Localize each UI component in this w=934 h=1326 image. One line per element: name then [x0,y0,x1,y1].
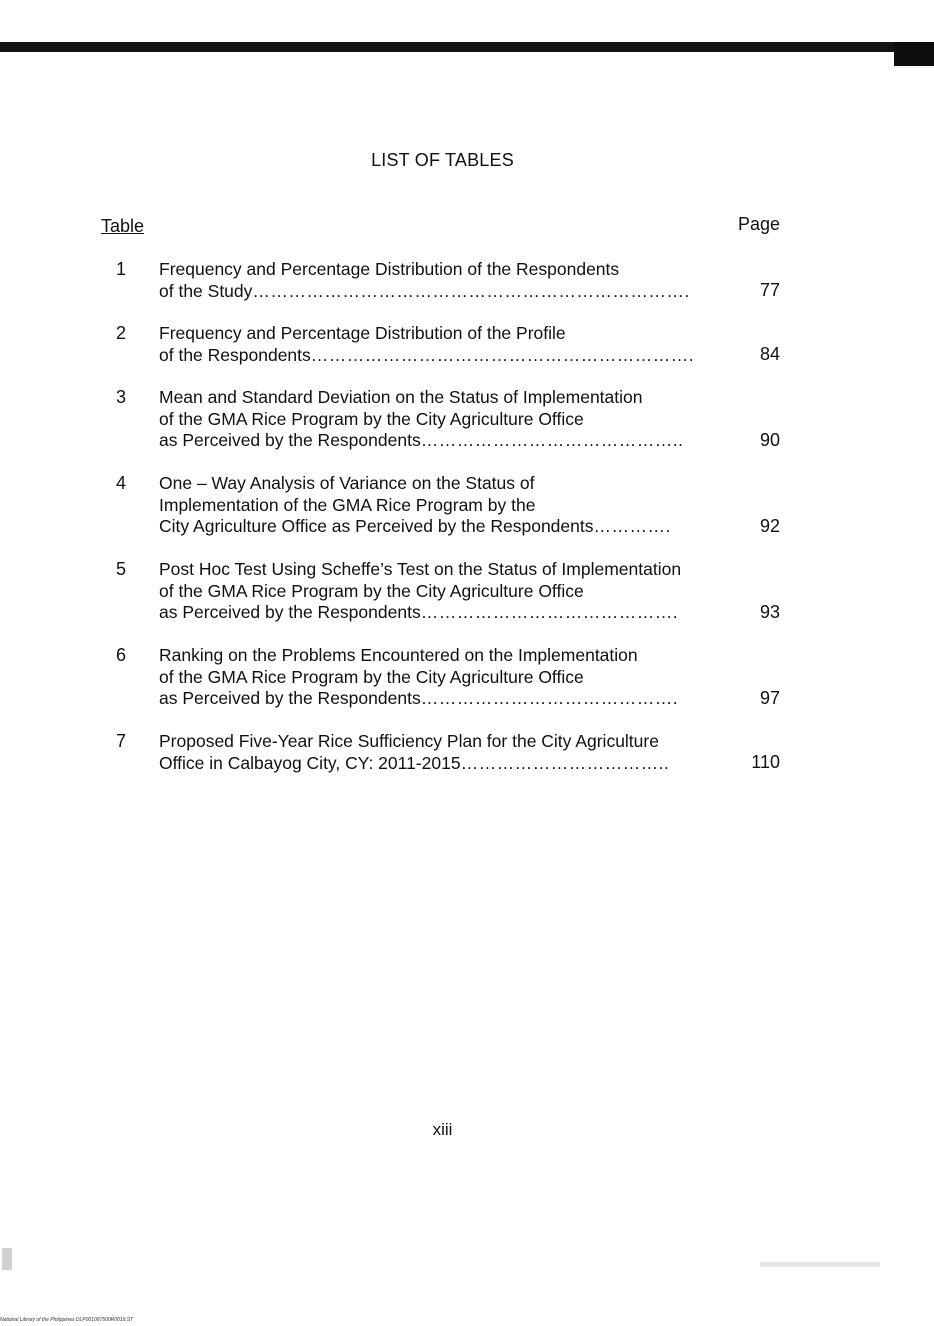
entry-number: 7 [116,731,127,751]
dot-leader: …………. [593,516,671,537]
entry-title [159,731,749,774]
entry-title [159,645,749,710]
entry-title-line: Mean and Standard Deviation on the Status of Implementation [159,387,643,407]
page-folio: xiii [432,1120,453,1139]
entry-title [159,473,749,538]
entry-page-number: 93 [759,602,780,622]
entry-title-line: Post Hoc Test Using Scheffe’s Test on the Status of Implementation [159,559,682,579]
entry-title-line: of the GMA Rice Program by the City Agriculture Office [159,666,584,687]
entry-title-line: of the Respondents [159,344,311,365]
entry-page-number: 92 [759,516,780,536]
table-column-header: Table [101,216,145,236]
entry-number: 1 [116,259,127,279]
dot-leader: ……………………………………. [420,688,679,709]
dot-leader: …………………………….. [460,752,670,773]
entry-title-line: Implementation of the GMA Rice Program by the [159,494,536,515]
entry-title [159,259,749,302]
entry-title-line: Frequency and Percentage Distribution of the Respondents [159,259,620,279]
entry-title-last-line [159,688,749,710]
entry-title-line: Frequency and Percentage Distribution of the Profile [159,323,566,343]
entry-title-line: City Agriculture Office as Perceived by the Respondents [159,516,594,537]
entry-title-line: Proposed Five-Year Rice Sufficiency Plan for the City Agriculture [159,731,659,751]
dot-leader: ………………………………………………………. [310,344,695,365]
dot-leader: ……………………………………. [420,602,679,623]
entry-title-line: of the GMA Rice Program by the City Agriculture Office [159,408,584,429]
entry-title-line: as Perceived by the Respondents [159,602,421,623]
entry-title [159,559,749,624]
entry-title-last-line [159,602,749,624]
entry-title [159,323,749,366]
entry-page-number: 77 [759,280,780,300]
entry-title-last-line [159,345,749,367]
entry-page-number: 110 [751,752,780,772]
entry-title-line: of the Study [159,280,253,301]
dot-leader: …………………………………….. [420,430,684,451]
entry-title-last-line [159,516,749,538]
entry-title-line: as Perceived by the Respondents [159,688,421,709]
page-title: LIST OF TABLES [371,150,514,170]
entry-title-line: Ranking on the Problems Encountered on the Implementation [159,645,638,665]
entry-title-last-line [159,430,749,452]
scan-noise [760,1262,880,1267]
entry-title [159,387,749,452]
entry-number: 5 [116,559,127,579]
entry-number: 4 [116,473,127,493]
scan-footer-text: National Library of the Philippines DLP001087500R0019.ST [0,1317,134,1323]
entry-number: 2 [116,323,127,343]
entry-title-line: of the GMA Rice Program by the City Agriculture Office [159,580,584,601]
scan-noise [2,1248,12,1270]
dot-leader: ………………………………………………………………. [252,280,690,301]
entry-page-number: 84 [759,344,780,364]
entry-number: 3 [116,387,127,407]
entry-title-line: as Perceived by the Respondents [159,430,421,451]
entry-title-line: Office in Calbayog City, CY: 2011-2015 [159,752,461,773]
entry-page-number: 97 [759,688,780,708]
entry-number: 6 [116,645,127,665]
entry-title-line: One – Way Analysis of Variance on the Status of [159,473,535,493]
entry-title-last-line [159,753,749,775]
scan-edge-corner [894,42,934,66]
scan-edge-bar [0,42,934,52]
entry-page-number: 90 [759,430,780,450]
page-column-header: Page [738,214,781,234]
entry-title-last-line [159,281,749,303]
